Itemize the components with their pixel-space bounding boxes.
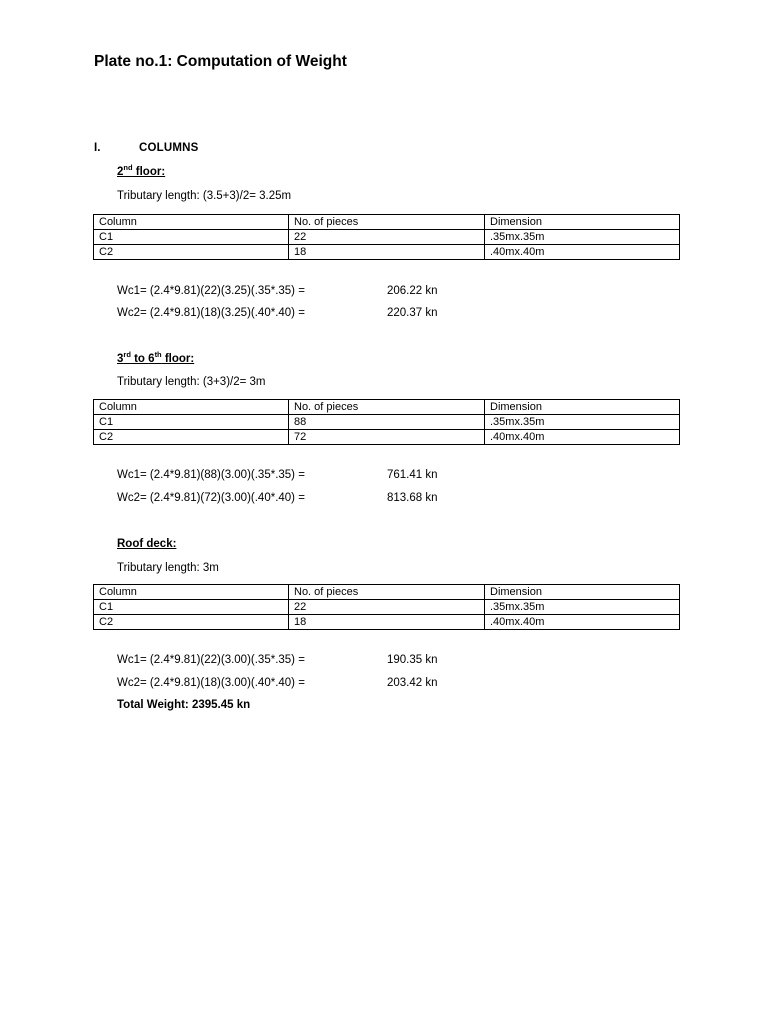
cell-column: C2 bbox=[94, 245, 289, 260]
cell-dimension: .35mx.35m bbox=[485, 230, 680, 245]
second-floor-heading-sup: nd bbox=[123, 163, 133, 172]
cell-pieces: 18 bbox=[289, 615, 485, 630]
calc-formula: Wc1= (2.4*9.81)(22)(3.25)(.35*.35) = bbox=[117, 285, 305, 297]
header-dimension: Dimension bbox=[485, 585, 680, 600]
second-floor-heading-num: 2 bbox=[117, 166, 124, 178]
calc-result: 761.41 kn bbox=[387, 469, 438, 481]
cell-dimension: .35mx.35m bbox=[485, 415, 680, 430]
heading-b-sup: th bbox=[154, 350, 162, 359]
cell-dimension: .40mx.40m bbox=[485, 615, 680, 630]
calc-formula: Wc2= (2.4*9.81)(18)(3.25)(.40*.40) = bbox=[117, 307, 305, 319]
calc-result: 220.37 kn bbox=[387, 307, 438, 319]
cell-column: C2 bbox=[94, 615, 289, 630]
calc-formula: Wc1= (2.4*9.81)(22)(3.00)(.35*.35) = bbox=[117, 654, 305, 666]
calc-formula: Wc1= (2.4*9.81)(88)(3.00)(.35*.35) = bbox=[117, 469, 305, 481]
cell-pieces: 22 bbox=[289, 230, 485, 245]
table-row bbox=[94, 415, 680, 430]
cell-column: C1 bbox=[94, 600, 289, 615]
header-column: Column bbox=[94, 585, 289, 600]
calc-result: 813.68 kn bbox=[387, 492, 438, 504]
second-floor-heading-rest: floor: bbox=[132, 166, 166, 178]
heading-rest: floor: bbox=[161, 353, 195, 365]
third-to-sixth-floor-table bbox=[93, 399, 680, 445]
third-to-sixth-floor-heading bbox=[117, 350, 195, 365]
roof-deck-heading: Roof deck: bbox=[117, 538, 177, 550]
heading-a-num: 3 bbox=[117, 353, 124, 365]
cell-dimension: .35mx.35m bbox=[485, 600, 680, 615]
table-header-row bbox=[94, 585, 680, 600]
header-dimension: Dimension bbox=[485, 400, 680, 415]
cell-column: C1 bbox=[94, 230, 289, 245]
header-column: Column bbox=[94, 400, 289, 415]
cell-column: C2 bbox=[94, 430, 289, 445]
table-row bbox=[94, 245, 680, 260]
heading-b-num: 6 bbox=[148, 353, 155, 365]
header-column: Column bbox=[94, 215, 289, 230]
second-floor-heading bbox=[117, 163, 166, 178]
heading-mid: to bbox=[130, 353, 149, 365]
calc-formula: Wc2= (2.4*9.81)(72)(3.00)(.40*.40) = bbox=[117, 492, 305, 504]
second-floor-tributary: Tributary length: (3.5+3)/2= 3.25m bbox=[117, 190, 292, 202]
calc-formula: Wc2= (2.4*9.81)(18)(3.00)(.40*.40) = bbox=[117, 677, 305, 689]
header-pieces: No. of pieces bbox=[289, 585, 485, 600]
table-row bbox=[94, 230, 680, 245]
cell-dimension: .40mx.40m bbox=[485, 430, 680, 445]
table-header-row bbox=[94, 400, 680, 415]
heading-a-sup: rd bbox=[123, 350, 131, 359]
third-to-sixth-floor-tributary: Tributary length: (3+3)/2= 3m bbox=[117, 376, 266, 388]
cell-dimension: .40mx.40m bbox=[485, 245, 680, 260]
cell-pieces: 88 bbox=[289, 415, 485, 430]
roof-deck-table bbox=[93, 584, 680, 630]
table-row bbox=[94, 430, 680, 445]
second-floor-table bbox=[93, 214, 680, 260]
roof-deck-tributary: Tributary length: 3m bbox=[117, 562, 219, 574]
cell-column: C1 bbox=[94, 415, 289, 430]
header-pieces: No. of pieces bbox=[289, 215, 485, 230]
calc-result: 203.42 kn bbox=[387, 677, 438, 689]
total-weight: Total Weight: 2395.45 kn bbox=[117, 699, 251, 711]
header-dimension: Dimension bbox=[485, 215, 680, 230]
calc-result: 190.35 kn bbox=[387, 654, 438, 666]
cell-pieces: 18 bbox=[289, 245, 485, 260]
cell-pieces: 22 bbox=[289, 600, 485, 615]
calc-result: 206.22 kn bbox=[387, 285, 438, 297]
header-pieces: No. of pieces bbox=[289, 400, 485, 415]
section-number: I. bbox=[94, 142, 101, 154]
section-name: COLUMNS bbox=[139, 142, 199, 154]
page-title: Plate no.1: Computation of Weight bbox=[94, 53, 347, 70]
cell-pieces: 72 bbox=[289, 430, 485, 445]
table-row bbox=[94, 615, 680, 630]
table-header-row bbox=[94, 215, 680, 230]
table-row bbox=[94, 600, 680, 615]
